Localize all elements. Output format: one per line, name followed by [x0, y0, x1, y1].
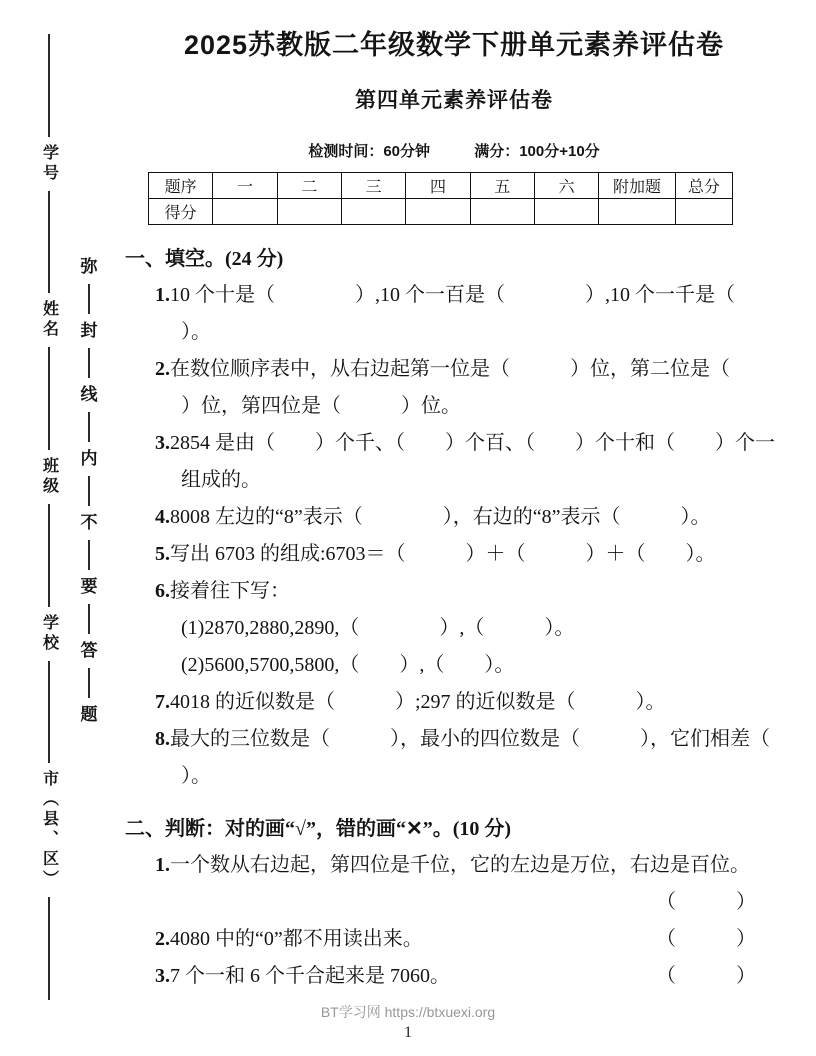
judge-question-3-answer-blank: （ ）	[656, 965, 756, 987]
seal-char: 答	[80, 641, 98, 660]
question-number: 3.	[155, 432, 170, 454]
seal-char: 不	[80, 513, 98, 532]
page-number: 1	[404, 1024, 412, 1041]
judge-questions	[155, 847, 790, 995]
question-number: 8.	[155, 728, 170, 750]
section-fill	[118, 245, 810, 795]
field-name: 姓名	[40, 300, 58, 341]
header-part-6: 六	[534, 173, 598, 199]
fill-question-2	[155, 351, 790, 425]
header-total: 总分	[675, 173, 732, 199]
question-text: 写出 6703 的组成:6703＝（ ）＋（ ）＋（ ）。	[170, 543, 716, 565]
question-number: 5.	[155, 543, 170, 565]
score-cell	[406, 199, 470, 225]
header-bonus: 附加题	[599, 173, 675, 199]
seal-char: 弥	[80, 257, 98, 276]
seal-char: 题	[80, 705, 98, 724]
write-line	[48, 897, 50, 1000]
field-city-county-district: 市（县、区）	[40, 770, 58, 891]
student-info-column	[34, 34, 64, 1000]
unit-subtitle: 第四单元素养评估卷	[355, 89, 553, 112]
seal-dash	[88, 476, 90, 506]
question-text: 接着往下写：	[170, 580, 290, 602]
seal-line-column	[76, 256, 102, 726]
question-text: 4018 的近似数是（ ）;297 的近似数是（ ）。	[170, 691, 666, 713]
seal-dash	[88, 668, 90, 698]
question-text: 4080 中的“0”都不用读出来。	[170, 928, 423, 950]
score-cell	[213, 199, 277, 225]
fill-question-4	[155, 499, 790, 536]
question-number: 6.	[155, 580, 170, 602]
seal-dash	[88, 412, 90, 442]
seal-dash	[88, 540, 90, 570]
page-title: 2025苏教版二年级数学下册单元素养评估卷	[183, 30, 725, 60]
fill-question-1	[155, 277, 795, 351]
question-text: 一个数从右边起，第四位是千位，它的左边是万位，右边是百位。	[170, 854, 750, 876]
question-text: 2854 是由（ ）个千、（ ）个百、（ ）个十和（ ）个一组成的。	[170, 432, 775, 491]
exam-full-score: 满分：100分+10分	[474, 143, 600, 160]
header-part-1: 一	[213, 173, 277, 199]
question-number: 3.	[155, 965, 170, 987]
footer-watermark: BT学习网 https://btxuexi.org	[320, 1004, 496, 1020]
header-question-order: 题序	[149, 173, 213, 199]
write-line	[48, 661, 50, 764]
fill-question-6-sub-2: (2)5600,5700,5800,（ ）,（ ）。	[181, 654, 515, 676]
question-number: 1.	[155, 284, 170, 306]
question-text-wrap	[155, 921, 423, 958]
exam-info-line	[118, 142, 790, 162]
fill-question-7	[155, 684, 790, 721]
header-part-5: 五	[470, 173, 534, 199]
fill-question-5	[155, 536, 790, 573]
question-text: 在数位顺序表中，从右边起第一位是（ ）位，第二位是（ ）位，第四位是（ ）位。	[170, 358, 790, 417]
question-number: 7.	[155, 691, 170, 713]
section-judge-heading: 二、判断：对的画“√”，错的画“✕”。(10 分)	[125, 818, 512, 840]
question-text-wrap	[155, 958, 450, 995]
seal-char: 封	[80, 321, 98, 340]
write-line	[48, 504, 50, 607]
score-cell	[534, 199, 598, 225]
score-cell	[470, 199, 534, 225]
seal-dash	[88, 604, 90, 634]
question-text: 7 个一和 6 个千合起来是 7060。	[170, 965, 450, 987]
write-line	[48, 347, 50, 450]
exam-time: 检测时间：60分钟	[308, 143, 431, 160]
header-part-4: 四	[406, 173, 470, 199]
question-text: 最大的三位数是（ ），最小的四位数是（ ），它们相差（ ）。	[170, 728, 810, 787]
seal-dash	[88, 284, 90, 314]
seal-dash	[88, 348, 90, 378]
question-number: 1.	[155, 854, 170, 876]
field-class: 班级	[40, 457, 58, 498]
judge-question-1	[155, 847, 790, 884]
score-cell	[277, 199, 341, 225]
fill-question-3	[155, 425, 790, 499]
section-fill-heading: 一、填空。(24 分)	[125, 248, 284, 270]
header-part-2: 二	[277, 173, 341, 199]
write-line	[48, 191, 50, 294]
score-cell	[675, 199, 732, 225]
main-content	[118, 0, 810, 995]
section-judge	[118, 815, 790, 995]
score-table	[148, 172, 733, 225]
judge-question-1-answer-blank: （ ）	[656, 891, 756, 913]
question-number: 4.	[155, 506, 170, 528]
judge-question-2-answer-blank: （ ）	[656, 928, 756, 950]
judge-question-2	[155, 921, 790, 958]
write-line	[48, 34, 50, 137]
field-school: 学校	[40, 613, 58, 654]
seal-char: 线	[80, 385, 98, 404]
question-text: 10 个十是（ ）,10 个一百是（ ）,10 个一千是（ ）。	[170, 284, 795, 343]
score-row-label: 得分	[149, 199, 213, 225]
seal-char: 要	[80, 577, 98, 596]
score-table-score-row	[149, 199, 733, 225]
question-number: 2.	[155, 928, 170, 950]
header-part-3: 三	[341, 173, 405, 199]
score-cell	[599, 199, 675, 225]
question-number: 2.	[155, 358, 170, 380]
judge-question-3	[155, 958, 790, 995]
fill-question-6	[155, 573, 790, 610]
score-cell	[341, 199, 405, 225]
seal-char: 内	[80, 449, 98, 468]
fill-question-8	[155, 721, 810, 795]
field-student-id: 学号	[40, 143, 58, 184]
score-table-header-row	[149, 173, 733, 199]
question-text: 8008 左边的“8”表示（ ），右边的“8”表示（ ）。	[170, 506, 711, 528]
fill-questions	[155, 277, 810, 795]
fill-question-6-sub-1: (1)2870,2880,2890,（ ）,（ ）。	[181, 617, 575, 639]
